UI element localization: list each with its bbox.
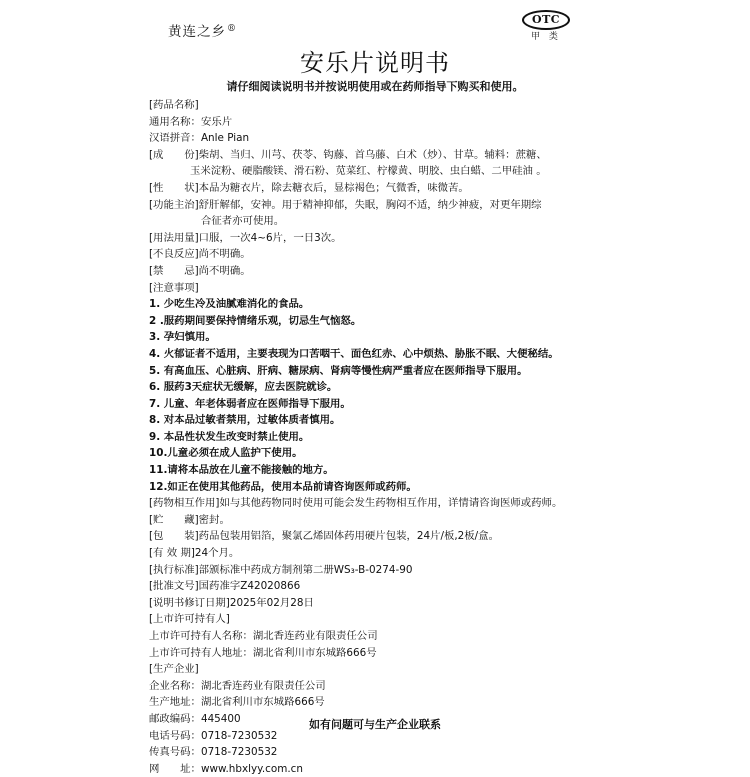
leaflet-line: 12.如正在使用其他药品，使用本品前请咨询医师或药师。 (149, 480, 417, 493)
leaflet-line: [性 状]本品为糖衣片，除去糖衣后，显棕褐色；气微香，味微苦。 (149, 181, 469, 194)
leaflet-line: [执行标准]部颁标准中药成方制剂第二册WS₃-B-0274-90 (149, 563, 413, 576)
leaflet-line: 电话号码：0718-7230532 (149, 729, 278, 742)
leaflet-line: 9. 本品性状发生改变时禁止使用。 (149, 430, 310, 443)
leaflet-line: 汉语拼音：Anle Pian (149, 132, 250, 145)
leaflet-line: 11.请将本品放在儿童不能接触的地方。 (149, 464, 334, 477)
leaflet-line: 5. 有高血压、心脏病、肝病、糖尿病、肾病等慢性病严重者应在医师指导下服用。 (149, 364, 528, 377)
leaflet-line: 10.儿童必须在成人监护下使用。 (149, 447, 303, 460)
leaflet-line: 邮政编码：445400 (149, 712, 241, 725)
leaflet-line: [有 效 期]24个月。 (149, 547, 240, 560)
leaflet-line: 网 址：www.hbxlyy.com.cn (149, 762, 303, 775)
leaflet-line: [功能主治]舒肝解郁，安神。用于精神抑郁，失眠，胸闷不适，纳少神疲，对更年期综 (149, 198, 542, 211)
leaflet-line: 上市许可持有人地址：湖北省利川市东城路666号 (149, 646, 377, 659)
leaflet-line: 传真号码：0718-7230532 (149, 746, 278, 759)
leaflet-line: [药物相互作用]如与其他药物同时使用可能会发生药物相互作用，详情请咨询医师或药师。 (149, 497, 563, 510)
leaflet-line: 1. 少吃生冷及油腻难消化的食品。 (149, 298, 310, 311)
leaflet-line: [生产企业] (149, 663, 199, 676)
leaflet-line: [用法用量]口服，一次4~6片，一日3次。 (149, 231, 342, 244)
leaflet-line: 8. 对本品过敏者禁用，过敏体质者慎用。 (149, 414, 341, 427)
leaflet-line: 通用名称：安乐片 (149, 115, 233, 128)
leaflet-line: 7. 儿童、年老体弱者应在医师指导下服用。 (149, 397, 351, 410)
otc-badge: OTC (522, 10, 570, 30)
leaflet-line: [包 装]药品包装用铝箔，聚氯乙烯固体药用硬片包装，24片/板,2板/盒。 (149, 530, 499, 543)
leaflet-line: [药品名称] (149, 99, 199, 111)
leaflet-line: [上市许可持有人] (149, 613, 230, 626)
brand-logo (168, 20, 237, 40)
leaflet-line: 生产地址：湖北省利川市东城路666号 (149, 696, 325, 709)
usage-notice: 请仔细阅读说明书并按说明使用或在药师指导下购买和使用。 (226, 80, 524, 93)
leaflet-line: [贮 藏]密封。 (149, 513, 230, 526)
leaflet-line: 合征者亦可使用。 (201, 215, 285, 228)
leaflet-line: [批准文号]国药准字Z42020866 (149, 580, 301, 593)
page-title: 安乐片说明书 (300, 49, 450, 77)
registered-mark: ® (227, 23, 237, 34)
leaflet-body (149, 97, 609, 777)
leaflet-line: [不良反应]尚不明确。 (149, 248, 251, 261)
leaflet-line: 6. 服药3天症状无缓解，应去医院就诊。 (149, 381, 338, 394)
leaflet-line: 上市许可持有人名称：湖北香连药业有限责任公司 (149, 630, 378, 642)
leaflet-line: 4. 火郁证者不适用，主要表现为口苦咽干、面色红赤、心中烦热、胁胀不眠、大便秘结。 (149, 347, 559, 360)
leaflet-line: 企业名称：湖北香连药业有限责任公司 (149, 679, 326, 692)
leaflet-line: [禁 忌]尚不明确。 (149, 264, 251, 277)
leaflet-line: 玉米淀粉、硬脂酸镁、滑石粉、苋菜红、柠檬黄、明胶、虫白蜡、二甲硅油 。 (190, 165, 547, 178)
brand-name: 黄连之乡 (168, 24, 226, 40)
leaflet-line: [注意事项] (149, 281, 199, 294)
leaflet-line: 2 .服药期间要保持情绪乐观，切忌生气恼怒。 (149, 314, 362, 327)
leaflet-line: [说明书修订日期]2025年02月28日 (149, 596, 314, 609)
leaflet-line: [成 份]柴胡、当归、川芎、茯苓、钩藤、首乌藤、白术（炒）、甘草。辅料：蔗糖、 (149, 148, 547, 161)
leaflet-line: 3. 孕妇慎用。 (149, 331, 216, 344)
otc-category: 甲 类 (531, 32, 561, 42)
footer-contact-note: 如有问题可与生产企业联系 (309, 718, 441, 731)
